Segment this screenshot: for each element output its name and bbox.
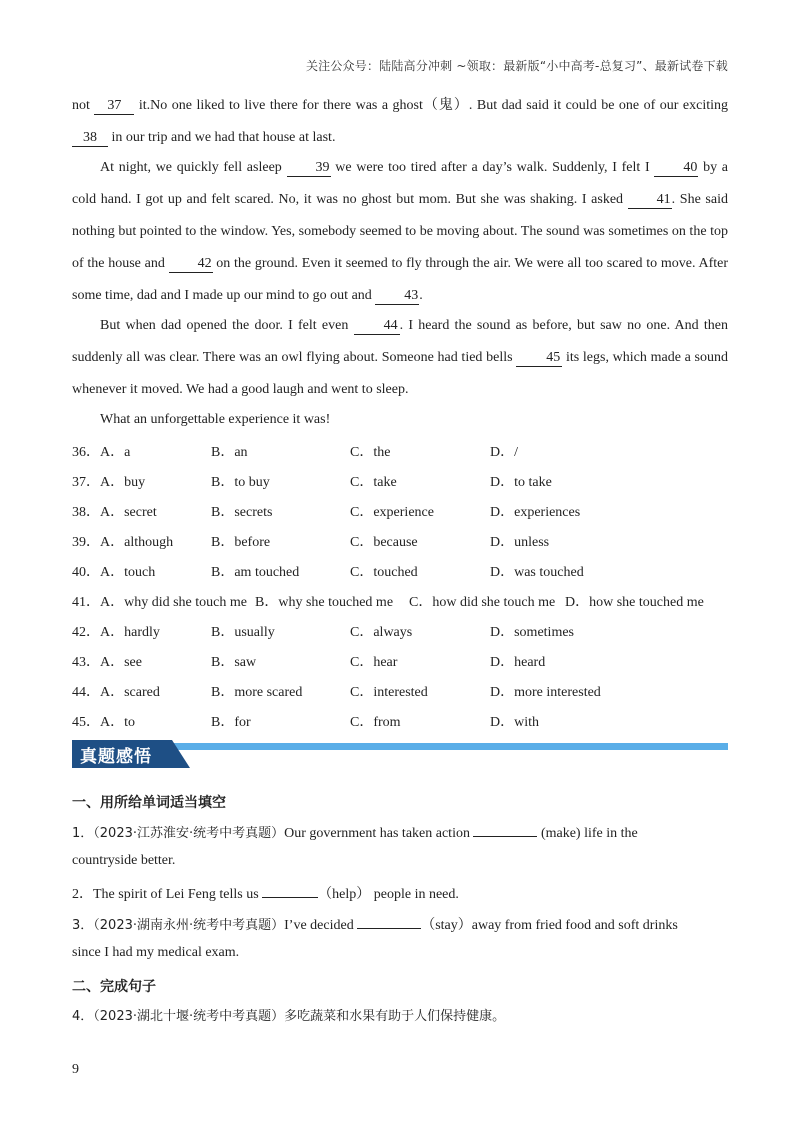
question-1-continued: countryside better. — [72, 853, 176, 868]
blank-43: 43 — [375, 288, 419, 305]
blank-41: 41 — [628, 192, 672, 209]
option-c: C．hear — [350, 655, 398, 670]
option-b: B．more scared — [211, 685, 303, 700]
option-a: 38．A．secret — [72, 505, 157, 520]
blank-44: 44 — [354, 318, 400, 335]
option-c: C．because — [350, 535, 418, 550]
option-c: C．interested — [350, 685, 428, 700]
option-b: B．am touched — [211, 565, 300, 580]
question-1: 1．（2023·江苏淮安·统考中考真题）Our government has taken action (make) life in the — [72, 826, 638, 841]
blank-42: 42 — [169, 256, 213, 273]
option-b: B．for — [211, 715, 251, 730]
option-b: B．before — [211, 535, 271, 550]
option-c: C．experience — [350, 505, 434, 520]
passage-paragraph-2: At night, we quickly fell asleep 39 we were too tired after a day’s walk. Suddenly, I felt I 40 by a cold hand. I got up and felt scared. No, it was no ghost but mom. But she was shaking. I asked 41. She said nothing but pointed to the window. Yes, somebody seemed to be moving about. The sound was sometimes on the top of the house and 42 on the ground. Even it seemed to fly through the air. We were all too scared to move. After some time, dad and I made up our mind to go out and 43. — [72, 160, 729, 303]
option-b: B．secrets — [211, 505, 273, 520]
option-b: B．to buy — [211, 475, 270, 490]
section-1-title: 一、用所给单词适当填空 — [72, 795, 226, 811]
section-banner — [72, 740, 728, 768]
option-a: 40．A．touch — [72, 565, 156, 580]
option-d: D．to take — [490, 475, 552, 490]
option-d: D．with — [490, 715, 539, 730]
question-4: 4．（2023·湖北十堰·统考中考真题）多吃蔬菜和水果有助于人们保持健康。 — [72, 1009, 506, 1024]
option-d: D．/ — [490, 445, 518, 460]
option-b: B．an — [211, 445, 248, 460]
option-a: 39．A．although — [72, 535, 174, 550]
option-a: 37．A．buy — [72, 475, 146, 490]
blank-38: 38 — [72, 130, 108, 147]
option-c: C．take — [350, 475, 397, 490]
blank-45: 45 — [516, 350, 562, 367]
option-d: D．how she touched me — [565, 595, 704, 610]
page-header: 关注公众号：陆陆高分冲刺 ~领取：最新版“小中高考-总复习”、最新试卷下载 — [305, 59, 728, 73]
option-b: B．usually — [211, 625, 275, 640]
option-a: 41．A．why did she touch me — [72, 595, 247, 610]
option-d: D．experiences — [490, 505, 581, 520]
option-d: D．sometimes — [490, 625, 574, 640]
blank-39: 39 — [287, 160, 331, 177]
section-2-title: 二、完成句子 — [72, 979, 156, 995]
option-b: B．saw — [211, 655, 257, 670]
option-a: 36．A．a — [72, 445, 131, 460]
banner-stripe — [162, 743, 728, 750]
option-a: 42．A．hardly — [72, 625, 160, 640]
question-3: 3．（2023·湖南永州·统考中考真题）I’ve decided （stay）away from fried food and soft drinks — [72, 918, 678, 933]
option-b: B．why she touched me — [255, 595, 394, 610]
option-c: C．from — [350, 715, 401, 730]
question-3-continued: since I had my medical exam. — [72, 945, 240, 960]
option-c: C．the — [350, 445, 391, 460]
blank-37: 37 — [94, 98, 134, 115]
passage-paragraph-1: not 37 it.No one liked to live there for there was a ghost（鬼）. But dad said it could be one of our exciting 38 in our trip and we had that house at last. — [72, 98, 729, 145]
option-a: 44．A．scared — [72, 685, 160, 700]
option-d: D．heard — [490, 655, 546, 670]
blank-40: 40 — [654, 160, 698, 177]
banner-title: 真题感悟 — [80, 747, 152, 767]
option-a: 45．A．to — [72, 715, 135, 730]
question-2: 2．The spirit of Lei Feng tells us （help） people in need. — [72, 887, 459, 902]
option-a: 43．A．see — [72, 655, 142, 670]
option-d: D．more interested — [490, 685, 601, 700]
answer-blank — [357, 928, 421, 929]
option-c: C．always — [350, 625, 413, 640]
option-d: D．unless — [490, 535, 550, 550]
option-c: C．how did she touch me — [409, 595, 556, 610]
passage-paragraph-3: But when dad opened the door. I felt even 44 . I heard the sound as before, but saw no one. And then suddenly all was clear. There was an owl flying about. Someone had tied bells 45 its legs, which made a sound whenever it moved. We had a good laugh and went to sleep. — [72, 318, 728, 397]
passage-paragraph-4: What an unforgettable experience it was! — [100, 412, 331, 427]
option-c: C．touched — [350, 565, 418, 580]
option-d: D．was touched — [490, 565, 584, 580]
answer-blank — [473, 836, 537, 837]
page-number: 9 — [72, 1062, 79, 1077]
answer-blank — [262, 897, 318, 898]
